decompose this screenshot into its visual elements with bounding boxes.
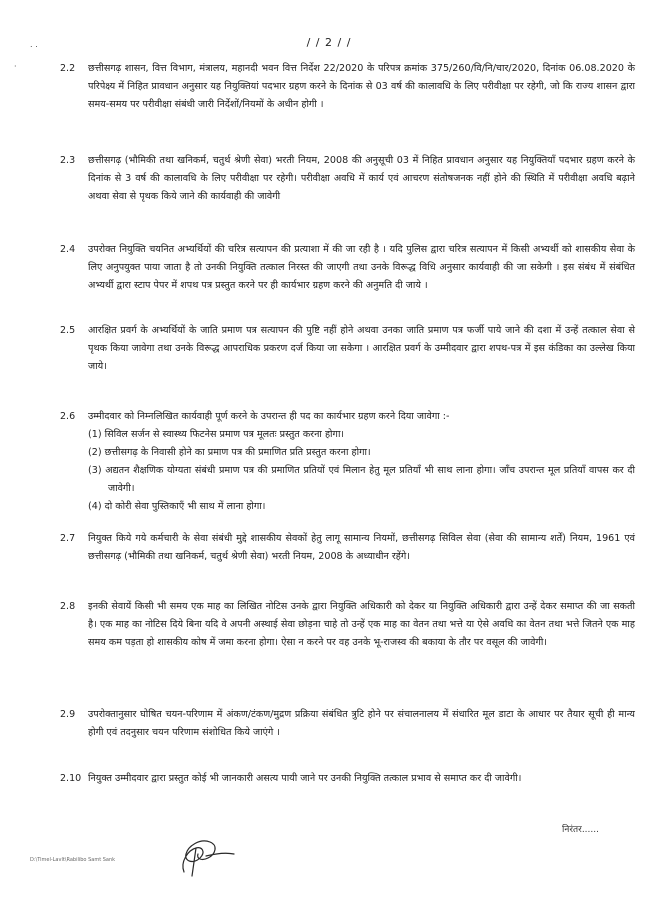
list-item: (3) अद्यतन शैक्षणिक योग्यता संबंधी प्रमाण पत्र की प्रमाणित प्रतियों एवं मिलान हेतु मूल प्रतियाँ भी साथ लाना होगा। जाँच उपरान्त मूल प्रतियाँ वापस कर दी जावेगी। [88,465,635,494]
paragraph-text: उम्मीदवार को निम्नलिखित कार्यवाही पूर्ण करने के उपरान्त ही पद का कार्यभार ग्रहण करने दिया जावेगा :- [88,411,450,422]
requirement-list [88,426,635,516]
paragraph-text: छत्तीसगढ़ शासन, वित्त विभाग, मंत्रालय, महानदी भवन वित्त निर्देश 22/2020 के परिपत्र क्रमांक 375/260/वि/नि/चार/2020, दिनांक 06.08.2020 के परिपेक्ष्य में निहित प्रावधान अनुसार यह नियुक्तियां पदभार ग्रहण करने के दिनांक से 03 वर्ष की कालावधि के लिए परीवीक्षा पर रहेगी, जो कि राज्य शासन द्वारा समय-समय पर परीवीक्षा संबंधी जारी निर्देशों/नियमों के अधीन होगी । [88,63,635,110]
paragraph-number: 2.5 [60,325,76,336]
paragraph-2-10 [60,770,635,788]
paragraph-number: 2.10 [60,773,82,784]
page-number: / / 2 / / [306,36,352,49]
list-item: (4) दो कोरी सेवा पुस्तिकाएँ भी साथ में लाना होगा। [88,501,266,512]
paragraph-text: उपरोक्तानुसार घोषित चयन-परिणाम में अंकण/टंकण/मुद्रण प्रक्रिया संबंधित त्रुटि होने पर संचालनालय में संधारित मूल डाटा के आधार पर तैयार सूची ही मान्य होगी एवं तदनुसार चयन परिणाम संशोधित किये जाएंगे । [88,709,635,738]
paragraph-number: 2.4 [60,244,76,255]
paragraph-text: आरक्षित प्रवर्ग के अभ्यर्थियों के जाति प्रमाण पत्र सत्यापन की पुष्टि नहीं होने अथवा उनका जाति प्रमाण पत्र फर्जी पाये जाने की दशा में उन्हें तत्काल सेवा से पृथक किया जावेगा तथा उनके विरूद्ध आपराधिक प्रकरण दर्ज किया जा सकेगा । आरक्षित प्रवर्ग के उम्मीदवार द्वारा शपथ-पत्र में इस कंडिका का उल्लेख किया जाये। [88,325,635,372]
paragraph-text: नियुक्त उम्मीदवार द्वारा प्रस्तुत कोई भी जानकारी असत्य पायी जाने पर उनकी नियुक्ति तत्काल प्रभाव से समाप्त कर दी जावेगी। [88,773,522,784]
paragraph-2-2 [60,60,635,114]
paragraph-2-7 [60,530,635,566]
paragraph-number: 2.6 [60,411,76,422]
list-item: (1) सिविल सर्जन से स्वास्थ्य फिटनेस प्रमाण पत्र मूलतः प्रस्तुत करना होगा। [88,429,345,440]
list-item: (2) छत्तीसगढ़ के निवासी होने का प्रमाण पत्र की प्रमाणित प्रति प्रस्तुत करना होगा। [88,447,371,458]
paragraph-2-4 [60,241,635,295]
paragraph-number: 2.7 [60,533,76,544]
paragraph-2-3 [60,152,635,206]
paragraph-text: उपरोक्त नियुक्ति चयनित अभ्यर्थियों की चरित्र सत्यापन की प्रत्याशा में की जा रही है । यदि पुलिस द्वारा चरित्र सत्यापन में किसी अभ्यर्थी को शासकीय सेवा के लिए अनुपयुक्त पाया जाता है तो उनकी नियुक्ति तत्काल निरस्त की जाएगी तथा उनके विरूद्ध विधि अनुसार कार्यवाही की जा सकेगी । इस संबंध में संबंधित अभ्यर्थी द्वारा स्टाप पेपर में शपथ पत्र प्रस्तुत करने पर ही कार्यभार ग्रहण करने की अनुमति दी जाये । [88,244,635,291]
paragraph-number: 2.9 [60,709,76,720]
margin-dot: · [14,62,17,71]
paragraph-2-6 [60,408,635,516]
paragraph-2-9 [60,706,635,742]
paragraph-number: 2.2 [60,63,76,74]
paragraph-text: इनकी सेवायें किसी भी समय एक माह का लिखित नोटिस उनके द्वारा नियुक्ति अधिकारी को देकर या नियुक्ति अधिकारी द्वारा उन्हें देकर समाप्त की जा सकती है। एक माह का नोटिस दिये बिना यदि वे अपनी अस्थाई सेवा छोड़ना चाहे तो उन्हें एक माह का वेतन तथा भत्ते या ऐसे अवधि का वेतन तथा भत्ते जितने एक माह समय कम पड़ता हो शासकीय कोष में जमा करना होगा। ऐसा न करने पर वह उनके भू-राजस्व की बकाया के तौर पर वसूल की जावेगी। [88,601,635,648]
signature-mark [166,832,236,878]
paragraph-number: 2.8 [60,601,76,612]
paragraph-2-8 [60,598,635,652]
corner-mark: . . [30,40,38,49]
file-path-code: D:\Timel-Lavlt\Rabilibo Samt Sank [30,857,116,863]
continuation-label: निरंतर...... [562,825,599,835]
paragraph-number: 2.3 [60,155,76,166]
paragraph-text: छत्तीसगढ़ (भौमिकी तथा खनिकर्म, चतुर्थ श्रेणी सेवा) भरती नियम, 2008 की अनुसूची 03 में निहित प्रावधान अनुसार यह नियुक्तियाँ पदभार ग्रहण करने के दिनांक से 3 वर्ष की कालावधि के लिए परीवीक्षा पर रहेगी। परीवीक्षा अवधि में कार्य एवं आचरण संतोषजनक नहीं होने की स्थिति में परीवीक्षा अवधि बढ़ाने अथवा सेवा से पृथक किये जाने की कार्यवाही की जावेगी [88,155,635,202]
paragraph-2-5 [60,322,635,376]
paragraph-text: नियुक्त किये गये कर्मचारी के सेवा संबंधी मुद्दे शासकीय सेवकों हेतु लागू सामान्य नियमों, छत्तीसगढ़ सिविल सेवा (सेवा की सामान्य शर्तें) नियम, 1961 एवं छत्तीसगढ़ (भौमिकी तथा खनिकर्म, चतुर्थ श्रेणी सेवा) भरती नियम, 2008 के अध्याधीन रहेंगे। [88,533,635,562]
